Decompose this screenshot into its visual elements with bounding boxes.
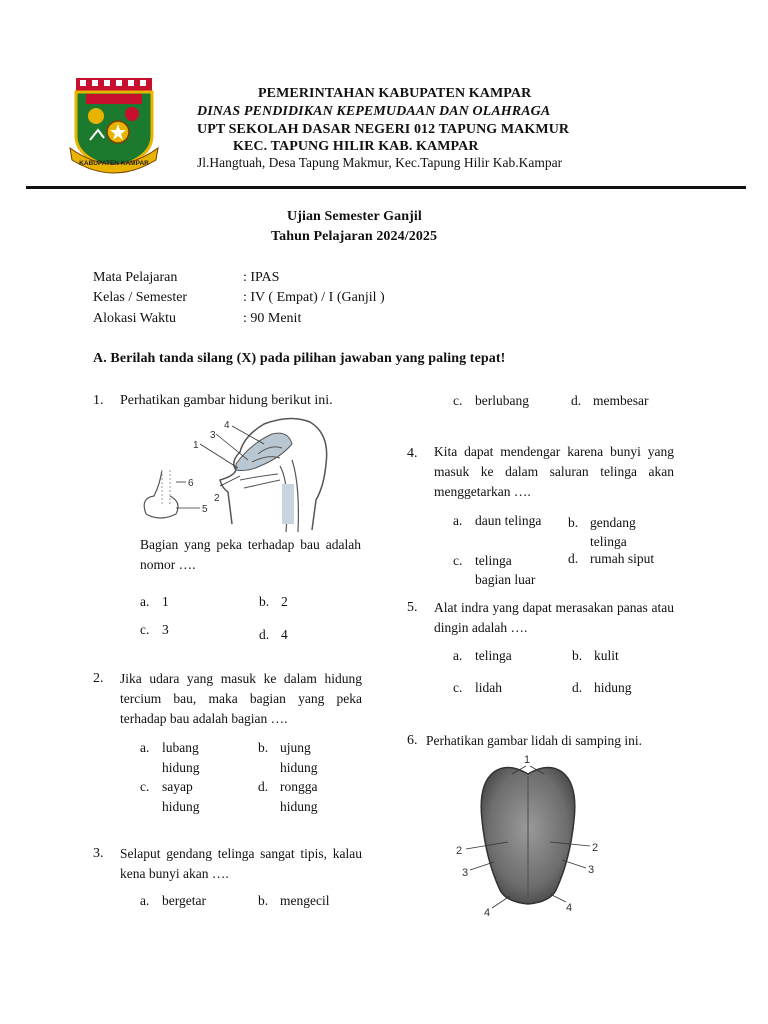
- info-label-class: Kelas / Semester: [93, 290, 188, 305]
- school-logo: [66, 76, 162, 176]
- exam-year: Tahun Pelajaran 2024/2025: [271, 229, 438, 244]
- q2-option-d[interactable]: d. rongga hidung: [258, 779, 318, 814]
- q1-number: 1.: [93, 393, 104, 408]
- header-line-4: KEC. TAPUNG HILIR KAB. KAMPAR: [233, 139, 479, 154]
- nose-label-4: 4: [224, 420, 230, 431]
- tongue-label-4-left: 4: [484, 907, 491, 919]
- q4-option-b[interactable]: b. gendang telinga: [568, 515, 636, 549]
- tongue-label-3-left: 3: [462, 867, 469, 879]
- q2-option-c[interactable]: c. sayap hidung: [140, 779, 200, 814]
- q4-text: Kita dapat mendengar karena bunyi yang masuk ke dalam saluran telinga akan menggetarkan ….: [434, 444, 674, 499]
- svg-text:KABUPATEN KAMPAR: KABUPATEN KAMPAR: [79, 160, 149, 167]
- q2-option-a[interactable]: a. lubang hidung: [140, 740, 200, 775]
- q4-option-d[interactable]: d. rumah siput: [568, 551, 655, 566]
- nose-label-6: 6: [188, 478, 194, 489]
- q5-option-a[interactable]: a. telinga: [453, 648, 512, 663]
- info-value-class: : IV ( Empat) / I (Ganjil ): [243, 290, 385, 305]
- header-divider: [26, 186, 746, 189]
- q1-option-b[interactable]: b. 2: [259, 594, 288, 609]
- q5-option-d[interactable]: d. hidung: [572, 680, 632, 695]
- q6-text: Perhatikan gambar lidah di samping ini.: [426, 733, 642, 748]
- nose-diagram: [140, 414, 360, 534]
- q4-option-a[interactable]: a. daun telinga: [453, 513, 542, 528]
- tongue-label-2-right: 2: [592, 842, 599, 854]
- info-label-subject: Mata Pelajaran: [93, 270, 178, 285]
- q3-option-d[interactable]: d. membesar: [571, 393, 649, 408]
- q5-text: Alat indra yang dapat merasakan panas atau dingin adalah ….: [434, 600, 674, 635]
- q4-number: 4.: [407, 446, 418, 461]
- q1-option-d[interactable]: d. 4: [259, 627, 288, 642]
- q2-option-b[interactable]: b. ujung hidung: [258, 740, 318, 775]
- info-value-subject: : IPAS: [243, 270, 280, 285]
- section-a-instruction: A. Berilah tanda silang (X) pada pilihan jawaban yang paling tepat!: [93, 351, 506, 366]
- info-value-time: : 90 Menit: [243, 311, 302, 326]
- q4-option-c[interactable]: c. telinga bagian luar: [453, 553, 536, 587]
- school-address: Jl.Hangtuah, Desa Tapung Makmur, Kec.Tapung Hilir Kab.Kampar: [197, 155, 563, 170]
- nose-label-2: 2: [214, 493, 220, 504]
- q3-number: 3.: [93, 846, 104, 861]
- q2-text: Jika udara yang masuk ke dalam hidung tercium bau, maka bagian yang peka terhadap bau adalah bagian ….: [120, 671, 362, 726]
- nose-label-3: 3: [210, 430, 216, 441]
- q5-number: 5.: [407, 600, 418, 615]
- exam-title: Ujian Semester Ganjil: [287, 209, 422, 224]
- q6-number: 6.: [407, 733, 418, 748]
- q5-option-c[interactable]: c. lidah: [453, 680, 502, 695]
- q3-option-c[interactable]: c. berlubang: [453, 393, 529, 408]
- tongue-label-2-left: 2: [456, 845, 463, 857]
- header-line-3: UPT SEKOLAH DASAR NEGERI 012 TAPUNG MAKMUR: [197, 122, 570, 137]
- tongue-label-4-right: 4: [566, 902, 573, 914]
- nose-label-1: 1: [193, 440, 199, 451]
- q3-option-a[interactable]: a. bergetar: [140, 893, 206, 908]
- tongue-diagram: [448, 750, 608, 920]
- tongue-label-3-right: 3: [588, 864, 595, 876]
- q2-number: 2.: [93, 671, 104, 686]
- q5-option-b[interactable]: b. kulit: [572, 648, 619, 663]
- tongue-label-1: 1: [524, 754, 531, 766]
- header-line-1: PEMERINTAHAN KABUPATEN KAMPAR: [258, 86, 532, 101]
- q1-text: Perhatikan gambar hidung berikut ini.: [120, 393, 333, 408]
- q1-subtext: Bagian yang peka terhadap bau adalah nomor ….: [140, 537, 361, 572]
- q1-option-c[interactable]: c. 3: [140, 622, 169, 637]
- nose-label-5: 5: [202, 504, 208, 515]
- q3-option-b[interactable]: b. mengecil: [258, 893, 330, 908]
- q3-text: Selaput gendang telinga sangat tipis, kalau kena bunyi akan ….: [120, 846, 362, 881]
- info-label-time: Alokasi Waktu: [93, 311, 176, 326]
- q1-option-a[interactable]: a. 1: [140, 594, 169, 609]
- header-line-2: DINAS PENDIDIKAN KEPEMUDAAN DAN OLAHRAGA: [197, 104, 551, 119]
